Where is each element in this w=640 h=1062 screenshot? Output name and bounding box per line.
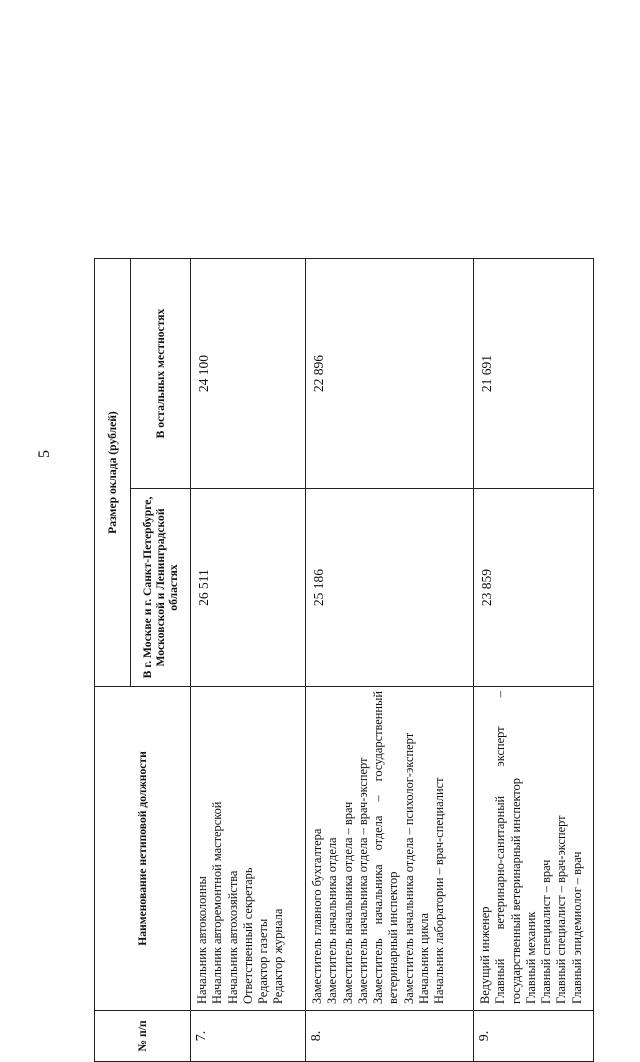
position-name: Редактор газеты [256, 918, 271, 1004]
salary-table-rotated [94, 258, 594, 1062]
table-header-row [95, 259, 131, 1062]
position-name: Главный эпидемиолог – врач [569, 851, 584, 1004]
row-number: 7. [191, 1011, 306, 1062]
position-name: Заместитель начальника отдела – врач-эксперт [355, 757, 370, 1004]
page-number: 5 [36, 450, 53, 458]
position-list [306, 687, 474, 1011]
position-name: Начальник автоколонны [195, 876, 209, 1004]
position-name: Начальник автохозяйства [225, 870, 240, 1004]
position-name: Начальник цикла [417, 913, 432, 1004]
salary-other: 22 896 [306, 259, 474, 489]
salary-other: 21 691 [474, 259, 594, 489]
position-list [474, 687, 594, 1011]
header-num: № п/п [95, 1011, 191, 1062]
position-name: Начальник авторемонтной мастерской [210, 801, 225, 1004]
table-row [191, 259, 306, 1062]
position-name: Главный механик [523, 911, 538, 1004]
table-row [474, 259, 594, 1062]
position-name: Заместитель начальника отдела – государственный [371, 691, 386, 1004]
salary-moscow: 23 859 [474, 489, 594, 687]
position-name: Редактор журнала [271, 908, 286, 1004]
row-number: 8. [306, 1011, 474, 1062]
position-name: Заместитель начальника отдела [325, 837, 340, 1004]
position-name: Главный ветеринарно-санитарный эксперт – [493, 691, 508, 1004]
position-name: Начальник лаборатории – врач-специалист [432, 777, 447, 1004]
header-salary-group: Размер оклада (рублей) [95, 259, 131, 687]
position-name: Главный специалист – врач [539, 859, 554, 1004]
row-number: 9. [474, 1011, 594, 1062]
position-name: государственный ветеринарный инспектор [508, 778, 523, 1004]
salary-moscow: 25 186 [306, 489, 474, 687]
position-name: Главный специалист – врач-эксперт [554, 815, 569, 1004]
header-salary-moscow: В г. Москве и г. Санкт-Петербурге, Московской и Ленинградской областях [131, 489, 191, 687]
position-name: ветеринарный инспектор [386, 871, 401, 1004]
position-name: Ответственный секретарь [240, 867, 255, 1004]
salary-other: 24 100 [191, 259, 306, 489]
position-name: Заместитель главного бухгалтера [310, 828, 324, 1004]
position-list [191, 687, 306, 1011]
table-row [306, 259, 474, 1062]
header-position-name: Наименование нетиповой должности [95, 687, 191, 1011]
header-salary-other: В остальных местностях [131, 259, 191, 489]
position-name: Заместитель начальника отдела – психолог-эксперт [401, 732, 416, 1004]
salary-moscow: 26 511 [191, 489, 306, 687]
position-name: Заместитель начальника отдела – врач [340, 801, 355, 1004]
salary-table [94, 258, 594, 1062]
position-name: Ведущий инженер [478, 906, 492, 1004]
